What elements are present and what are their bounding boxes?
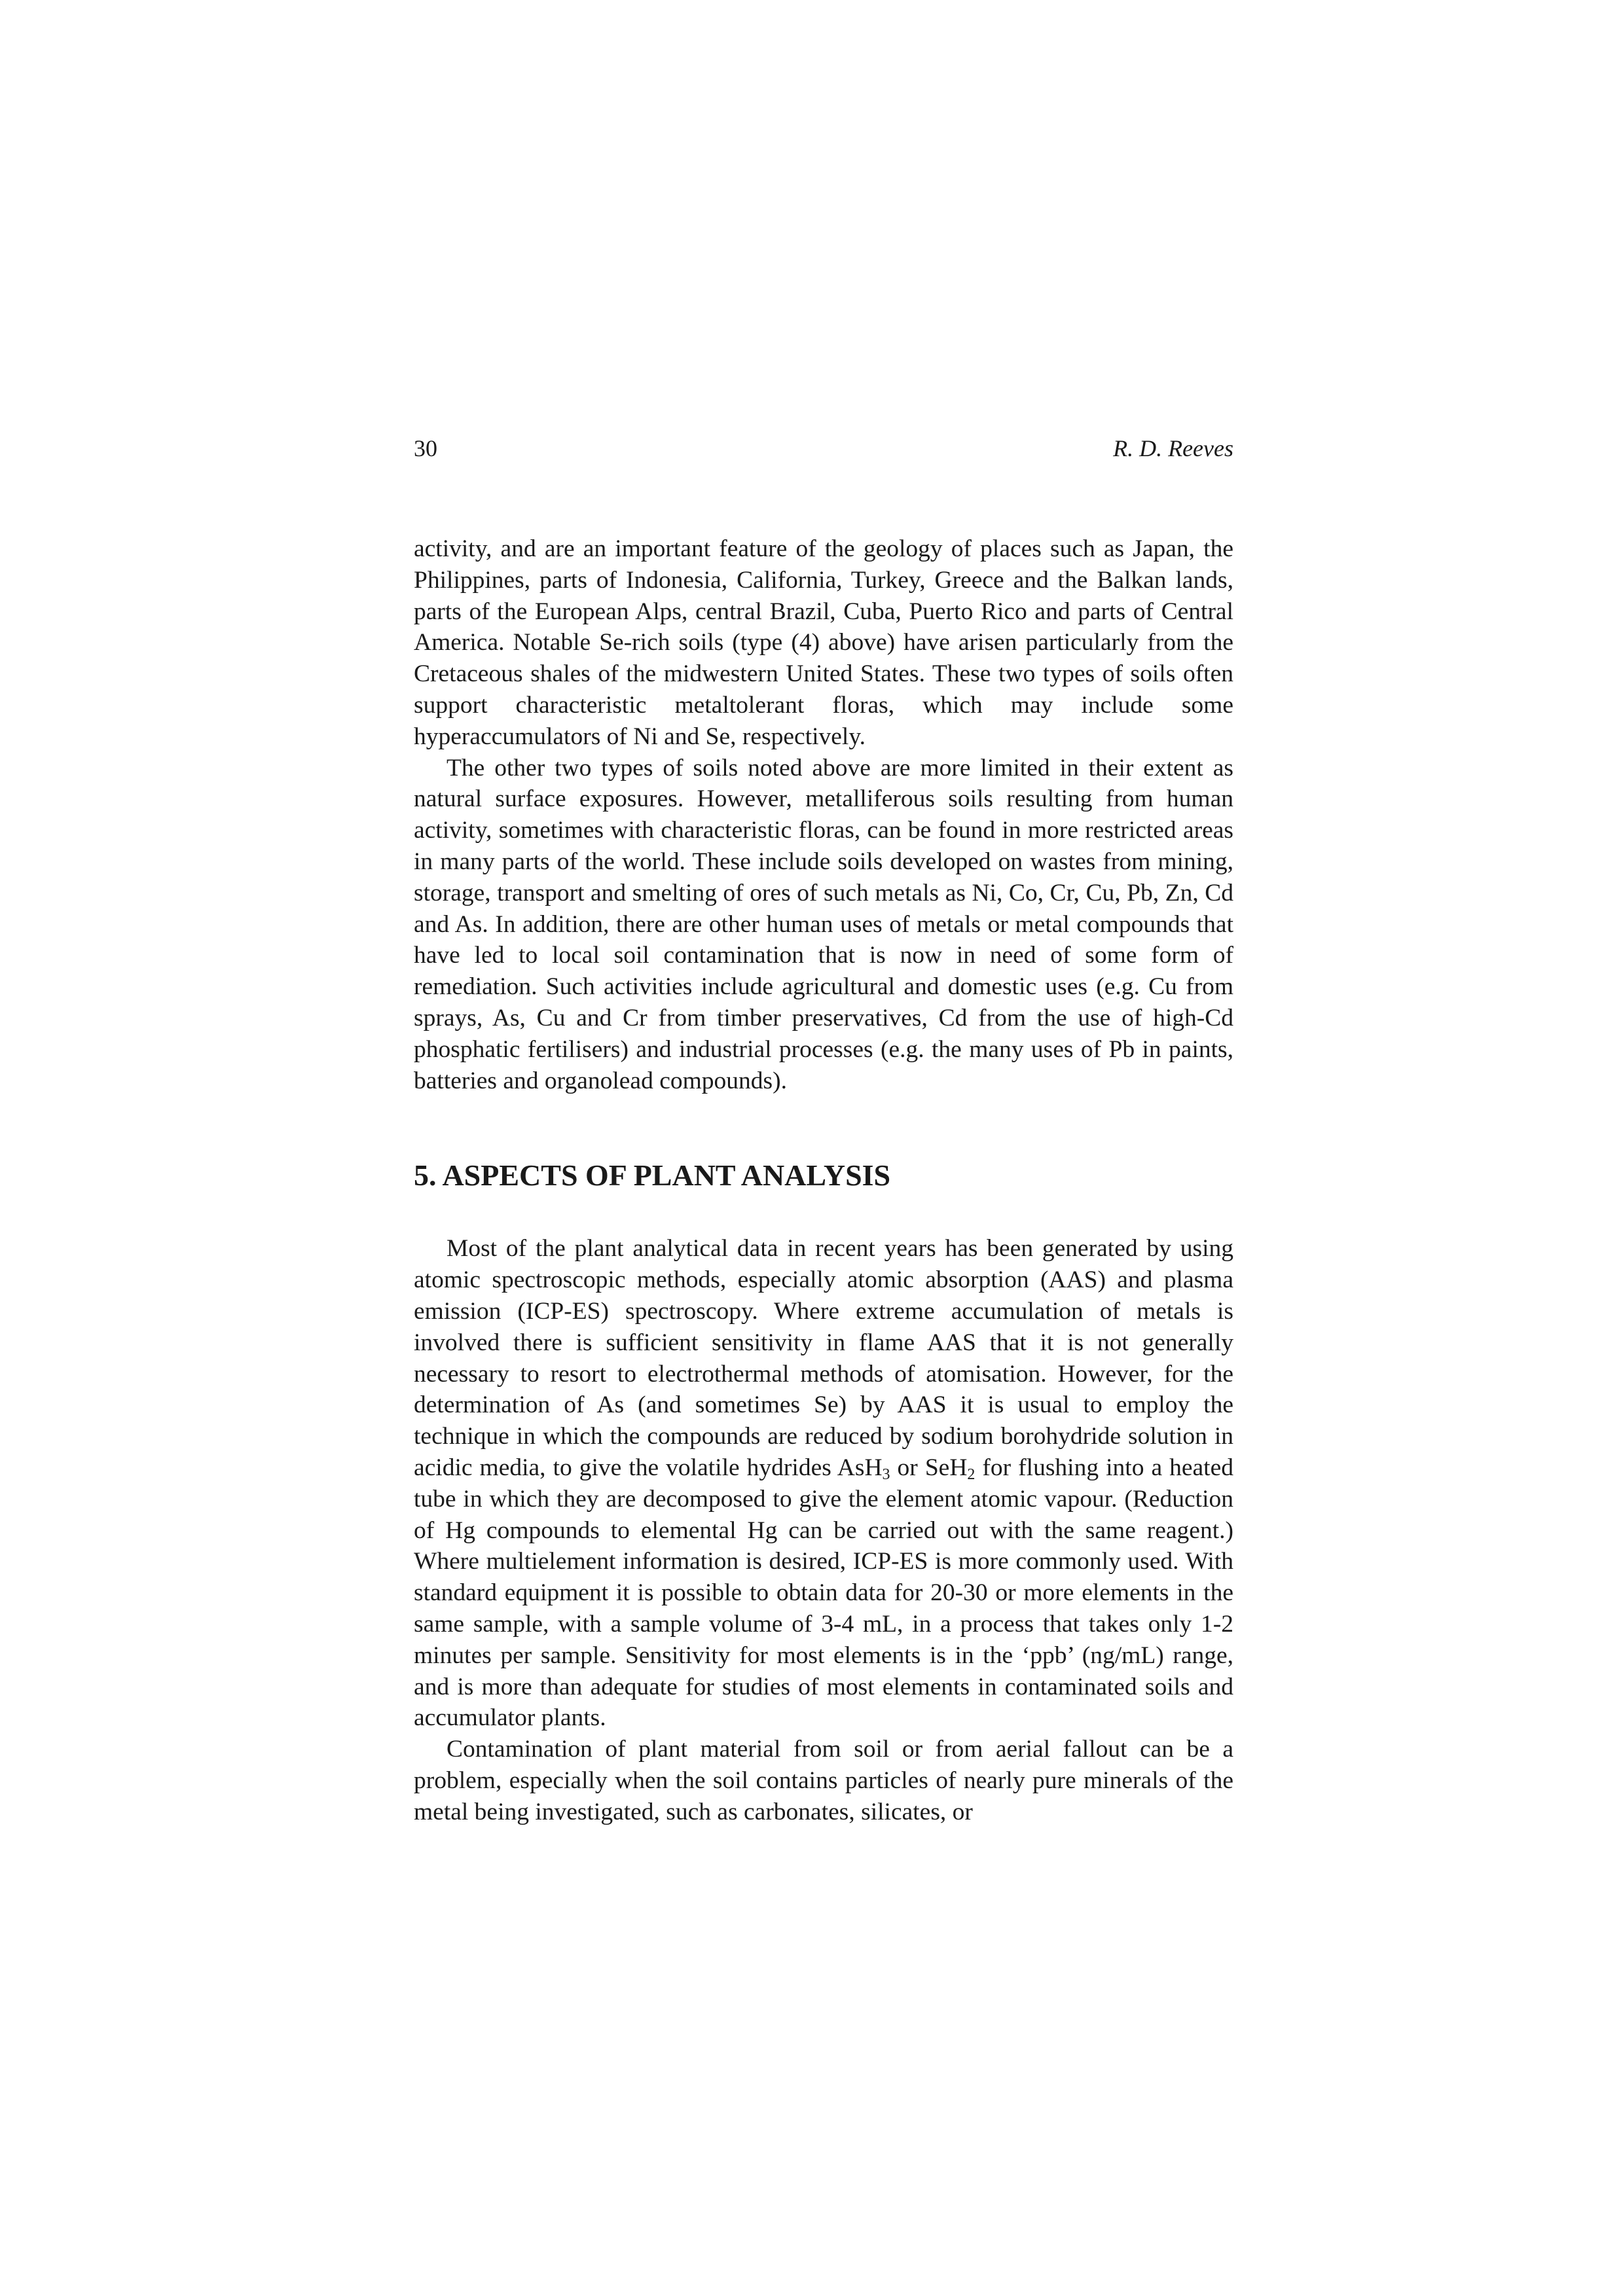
conjunction-or: or	[890, 1454, 925, 1481]
body-text	[414, 533, 1233, 1827]
formula-seh2-base: SeH	[924, 1454, 968, 1481]
page-number: 30	[414, 435, 437, 461]
section-heading: 5. ASPECTS OF PLANT ANALYSIS	[414, 1158, 891, 1193]
paragraph-analytical-methods	[414, 1233, 1233, 1734]
paragraph-text-part-1: Most of the plant analytical data in recent years has been generated by using atomic spectroscopic methods, especially atomic absorption (AAS) and plasma emission (ICP-ES) spectroscopy. Where extreme accumulation of metals is involved there is sufficient sensitivity in flame AAS that it is not generally necessary to resort to electrothermal methods of atomisation. However, for the determination of As (and sometimes Se) by AAS it is usual to employ the technique in which the compounds are reduced by sodium borohydride solution in acidic media, to give the volatile hydrides	[414, 1235, 1233, 1481]
paragraph-metalliferous-soils: The other two types of soils noted above are more limited in their extent as natural surface exposures. However, metalliferous soils resulting from human activity, sometimes with characteristic floras, can be found in more restricted areas in many parts of the world. These include soils developed on wastes from mining, storage, transport and smelting of ores of such metals as Ni, Co, Cr, Cu, Pb, Zn, Cd and As. In addition, there are other human uses of metals or metal compounds that have led to local soil contamination that is now in need of some form of remediation. Such activities include agricultural and domestic uses (e.g. Cu from sprays, As, Cu and Cr from timber preservatives, Cd from the use of high-Cd phosphatic fertilisers) and industrial processes (e.g. the many uses of Pb in paints, batteries and organolead compounds).	[414, 754, 1233, 1094]
formula-ash3-subscript: 3	[882, 1465, 890, 1483]
paragraph-contamination: Contamination of plant material from soil or from aerial fallout can be a problem, especially when the soil contains particles of nearly pure minerals of the metal being investigated, such as carbonates, silicates, or	[414, 1736, 1233, 1825]
formula-seh2	[925, 1454, 976, 1481]
page-body	[414, 429, 1233, 1827]
formula-ash3	[837, 1454, 890, 1481]
running-head-author: R. D. Reeves	[1113, 435, 1233, 461]
running-head	[414, 429, 1233, 468]
formula-seh2-subscript: 2	[967, 1465, 976, 1483]
formula-ash3-base: AsH	[837, 1454, 883, 1481]
paragraph-text-part-2: for flushing into a heated tube in which they are decomposed to give the element atomic vapour. (Reduction of Hg compounds to elemental Hg can be carried out with the same reagent.) Where multielement information is desired, ICP-ES is more commonly used. With standard equipment it is possible to obtain data for 20-30 or more elements in the same sample, with a sample volume of 3-4 mL, in a process that takes only 1-2 minutes per sample. Sensitivity for most elements is in the ‘ppb’ (ng/mL) range, and is more than adequate for studies of most elements in contaminated soils and accumulator plants.	[414, 1454, 1233, 1732]
paragraph-continued: activity, and are an important feature of the geology of places such as Japan, the Philippines, parts of Indonesia, California, Turkey, Greece and the Balkan lands, parts of the European Alps, central Brazil, Cuba, Puerto Rico and parts of Central America. Notable Se-rich soils (type (4) above) have arisen particularly from the Cretaceous shales of the midwestern United States. These two types of soils often support characteristic metaltolerant floras, which may include some hyperaccumulators of Ni and Se, respectively.	[414, 535, 1233, 750]
